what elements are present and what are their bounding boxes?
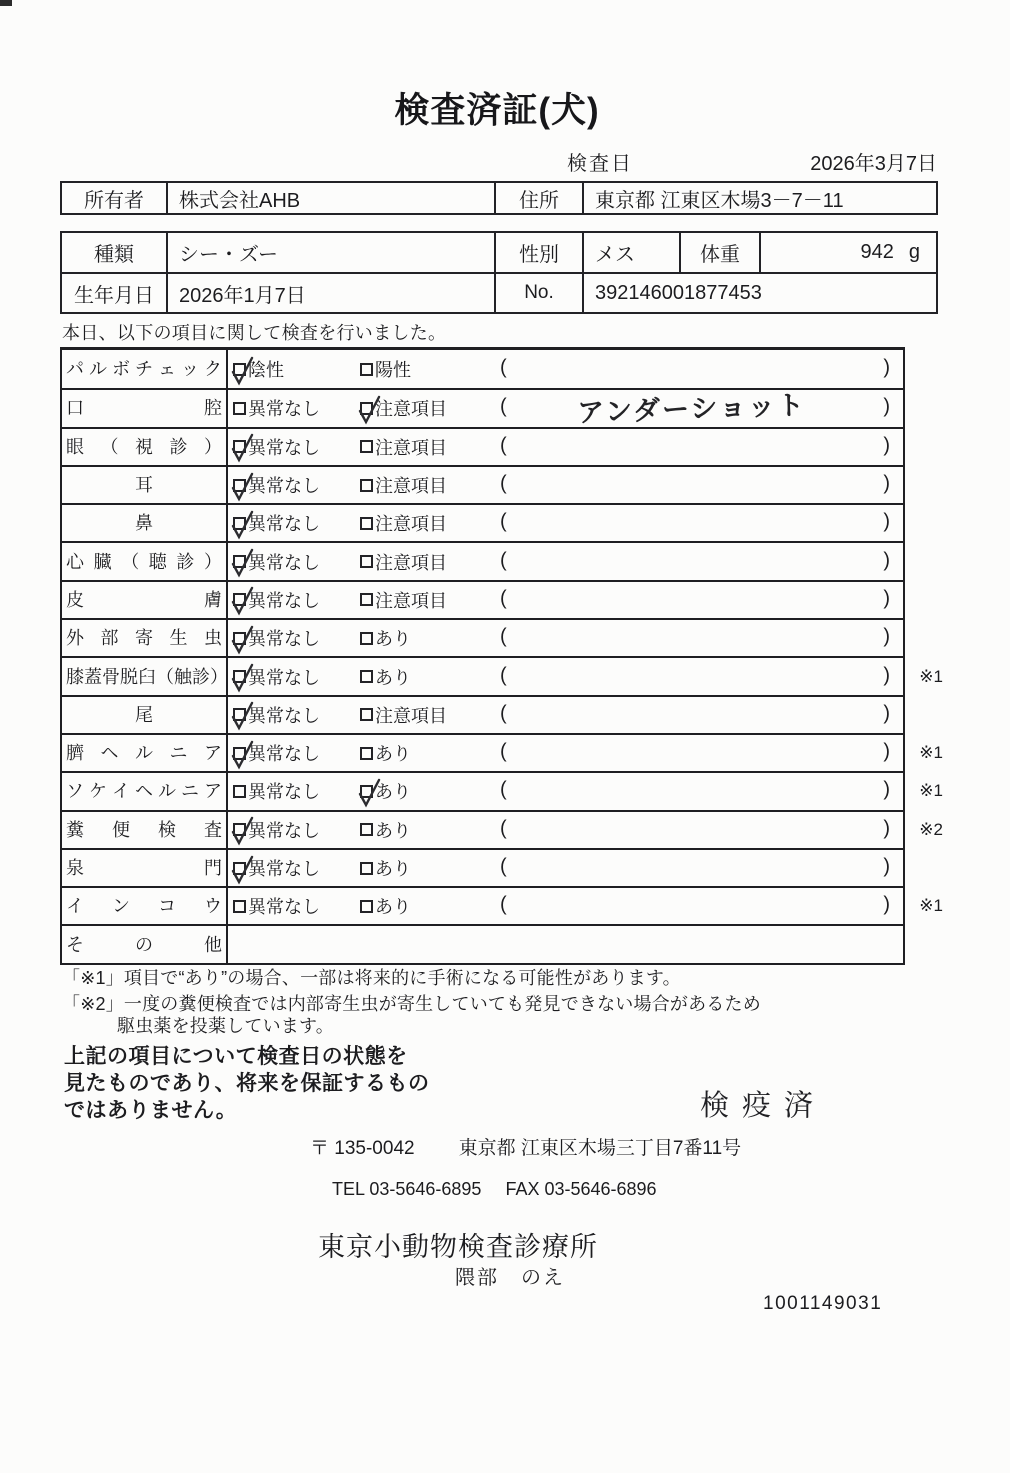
item-label: ソ ケ イ ヘ ル ニ ア [62,773,228,809]
item-label: 膝 蓋 骨 脱 臼 （ 触 診 ） [62,658,228,694]
checkbox-icon [233,900,246,913]
handwritten-finding [528,747,855,758]
inspection-date-label: 検査日 [567,153,633,175]
row-content [228,390,903,429]
checkbox-icon [360,862,373,875]
option-1-label: 異常なし [248,859,320,879]
row-content [228,467,903,503]
checklist-row [62,388,903,429]
handwritten-finding: アンダーショット [576,390,807,429]
statement-line: 見たものであり、将来を保証するもの [64,1072,430,1095]
row-content [228,429,903,465]
item-label: 心 臓 （ 聴 診 ） [62,543,228,579]
paren-close-bracket: ) [883,434,890,457]
footnote-1: 「※1」項目で“あり”の場合、一部は将来的に手術になる可能性があります。 [62,968,681,988]
option-1-label: 異常なし [248,514,320,535]
paren-close-bracket: ) [883,356,890,379]
option-2 [360,549,447,575]
clinic-tel: TEL 03-5646-6895 [332,1179,482,1199]
checkbox-icon [360,823,373,836]
paren-open-bracket: ( [500,893,507,916]
option-1-label: 異常なし [248,552,320,573]
checklist-row [62,580,903,618]
handwritten-finding [528,901,855,912]
checklist-row [62,618,903,656]
handwritten-finding [528,479,855,490]
note-badge: ※2 [919,819,943,839]
paren-close-bracket: ) [883,510,890,533]
address-label: 住所 [494,183,582,213]
checklist-row [62,350,903,388]
option-1 [233,472,320,498]
checkbox-icon [233,823,246,836]
option-1-label: 陰性 [248,360,284,381]
option-2 [360,893,411,919]
checkbox-icon [233,593,246,606]
option-1 [233,395,320,421]
option-2-label: 注意項目 [375,437,447,458]
checklist-row [62,810,943,848]
note-badge: ※1 [919,896,943,916]
paren-open-bracket: ( [500,549,507,572]
paren-open-bracket: ( [500,625,507,648]
item-label: 口 腔 [62,390,228,426]
option-2 [360,587,447,613]
option-2-label: あり [375,629,411,650]
checkbox-icon [360,708,373,721]
handwritten-finding [528,671,855,682]
checkbox-icon [360,747,373,760]
paren-open-bracket: ( [500,702,507,725]
item-label: 糞 便 検 査 [62,812,228,848]
row-content [228,697,903,733]
option-2-label: あり [375,859,411,879]
item-label: 皮 膚 [62,582,228,618]
option-1 [233,817,320,843]
checklist-row [62,541,903,579]
handwritten-finding [528,441,855,452]
animal-info-table [60,231,938,314]
checkbox-icon [360,555,373,568]
option-2 [360,625,411,651]
weight-cell [759,233,936,272]
note-badge: ※1 [919,666,943,686]
address-value: 東京都 江東区木場3－7－11 [582,183,936,213]
checkbox-icon [233,747,246,760]
handwritten-finding [528,862,855,873]
option-1 [233,664,320,690]
paren-open-bracket: ( [500,855,507,878]
option-1-label: 異常なし [248,705,320,726]
checkbox-icon [360,785,373,798]
option-2-label: あり [375,820,411,841]
option-2 [360,664,411,690]
row-content [228,888,943,924]
option-1 [233,587,320,613]
option-2 [360,740,411,766]
option-1-label: 異常なし [248,820,320,841]
checkbox-icon [233,479,246,492]
checklist-row [62,733,943,771]
serial-number: 1001149031 [763,1293,883,1314]
option-1 [233,740,320,766]
option-2-label: 陽性 [375,360,411,381]
option-1 [233,625,320,651]
checklist-row [62,924,903,962]
handwritten-finding [528,786,855,797]
row-content [228,812,943,848]
weight-value: 942 [860,241,894,263]
sex-value: メス [582,233,679,272]
checklist-row [62,656,943,694]
checkbox-icon [360,670,373,683]
note-badge: ※1 [919,781,943,801]
paren-open-bracket: ( [500,434,507,457]
weight-unit: g [908,241,920,263]
checkbox-icon [233,670,246,683]
checklist-row [62,503,903,541]
paren-close-bracket: ) [883,587,890,610]
checkbox-icon [233,440,246,453]
paren-close-bracket: ) [883,893,890,916]
sex-label: 性別 [494,233,582,272]
handwritten-finding [528,363,855,374]
checkbox-icon [233,363,246,376]
statement-line: 上記の項目について検査日の状態を [64,1045,408,1068]
paren-close-bracket: ) [883,625,890,648]
option-1 [233,510,320,536]
option-1 [233,893,320,919]
scan-artifact [0,0,12,6]
checkbox-icon [360,632,373,645]
option-1 [233,778,320,804]
item-label: 泉 門 [62,850,228,886]
paren-close-bracket: ) [883,664,890,687]
footnote-2-line1: 「※2」一度の糞便検査では内部寄生虫が寄生していても発見できない場合があるため [62,994,761,1014]
row-content [228,658,943,694]
row-content [228,505,903,541]
item-label: そ の 他 [62,926,228,962]
weight-label: 体重 [679,233,759,272]
paren-open-bracket: ( [500,664,507,687]
option-2 [360,356,411,382]
paren-close-bracket: ) [883,740,890,763]
paren-close-bracket: ) [883,396,890,419]
option-2 [360,472,447,498]
clinic-tel-line [332,1179,657,1200]
item-label: イ ン コ ウ [62,888,228,924]
checkbox-icon [360,593,373,606]
option-1-label: 異常なし [248,782,320,803]
option-1-label: 異常なし [248,629,320,650]
no-label: No. [494,274,582,312]
paren-close-bracket: ) [883,549,890,572]
option-2-label: 注意項目 [375,705,447,726]
breed-label: 種類 [94,244,134,266]
option-2-label: 注意項目 [375,590,447,611]
checklist-row [62,465,903,503]
checkbox-icon [233,632,246,645]
paren-close-bracket: ) [883,778,890,801]
birthdate-value: 2026年1月7日 [166,274,494,312]
handwritten-finding [528,594,855,605]
option-1-label: 異常なし [248,399,320,420]
row-content [228,620,903,656]
statement-line: ではありません。 [64,1099,238,1122]
handwritten-finding [528,518,855,529]
option-2-label: あり [375,897,411,918]
option-2 [360,702,447,728]
checklist-row [62,695,903,733]
option-2-label: 注意項目 [375,476,447,497]
paren-open-bracket: ( [500,396,507,419]
quarantine-stamp: 検疫済 [700,1090,827,1122]
row-content [228,926,903,962]
option-1-label: 異常なし [248,437,320,458]
item-label: 臍 ヘ ル ニ ア [62,735,228,771]
option-2 [360,434,447,460]
row-content [228,543,903,579]
option-2 [360,395,447,421]
option-1-label: 異常なし [248,476,320,497]
checkbox-icon [233,517,246,530]
birthdate-label: 生年月日 [74,284,154,307]
option-1-label: 異常なし [248,590,320,611]
option-2 [360,817,411,843]
paren-open-bracket: ( [500,510,507,533]
option-1 [233,855,320,881]
paren-open-bracket: ( [500,587,507,610]
option-2-label: あり [375,782,411,803]
checkbox-icon [360,900,373,913]
checklist-intro: 本日、以下の項目に関して検査を行いました。 [62,323,447,343]
owner-table [60,181,938,215]
paren-close-bracket: ) [883,702,890,725]
handwritten-finding [528,556,855,567]
checkbox-icon [233,708,246,721]
option-2-label: あり [375,667,411,688]
item-label: 眼 （ 視 診 ） [62,429,228,465]
option-2 [360,510,447,536]
breed-value: シー・ズー [166,233,494,272]
checkbox-icon [233,402,246,415]
row-content [228,735,943,771]
paren-open-bracket: ( [500,778,507,801]
clinic-name: 東京小動物検査診療所 [318,1232,598,1262]
checkbox-icon [233,555,246,568]
owner-value: 株式会社AHB [166,183,494,213]
row-content [228,582,903,618]
checkbox-icon [233,862,246,875]
paren-close-bracket: ) [883,855,890,878]
clinic-address: 東京都 江東区木場三丁目7番11号 [458,1138,742,1159]
option-1-label: 異常なし [248,744,320,765]
option-2 [360,855,411,881]
item-label: 耳 [62,467,228,503]
clinic-fax: FAX 03-5646-6896 [505,1179,657,1199]
option-2-label: 注意項目 [375,552,447,573]
checklist-row [62,771,943,809]
footnote-2-line2: 駆虫薬を投薬しています。 [117,1016,334,1036]
clinic-postal-line [310,1133,741,1160]
owner-label: 所有者 [84,189,144,212]
checkbox-icon [360,440,373,453]
option-2-label: 注意項目 [375,399,447,420]
paren-open-bracket: ( [500,356,507,379]
handwritten-finding [528,709,855,720]
row-content [228,773,943,809]
note-badge: ※1 [919,743,943,763]
option-1 [233,434,320,460]
option-1 [233,702,320,728]
handwritten-finding [528,824,855,835]
examiner-name: 隈部 のえ [455,1267,565,1289]
row-content [228,850,903,886]
statement [64,1043,430,1124]
postal-code: 〒 135-0042 [310,1138,415,1159]
checklist-table [60,347,943,965]
no-value: 392146001877453 [582,274,936,312]
item-label: 尾 [62,697,228,733]
checklist-row [62,886,943,924]
page-title: 検査済証(犬) [394,91,600,130]
checkbox-icon [360,517,373,530]
item-label: パ ル ボ チ ェ ッ ク [62,350,228,388]
paren-close-bracket: ) [883,817,890,840]
checkbox-icon [233,785,246,798]
checklist-row [62,427,903,465]
option-1 [233,549,320,575]
option-2-label: あり [375,744,411,765]
handwritten-finding [528,633,855,644]
paren-open-bracket: ( [500,740,507,763]
option-1-label: 異常なし [248,897,320,918]
paren-close-bracket: ) [883,472,890,495]
paren-open-bracket: ( [500,817,507,840]
inspection-date-value: 2026年3月7日 [810,153,937,175]
option-1-label: 異常なし [248,667,320,688]
checkbox-icon [360,479,373,492]
checkbox-icon [360,402,373,415]
item-label: 鼻 [62,505,228,541]
checkbox-icon [360,363,373,376]
option-1 [233,356,284,382]
checklist-row [62,848,903,886]
option-2-label: 注意項目 [375,514,447,535]
paren-open-bracket: ( [500,472,507,495]
option-2 [360,778,411,804]
item-label: 外 部 寄 生 虫 [62,620,228,656]
